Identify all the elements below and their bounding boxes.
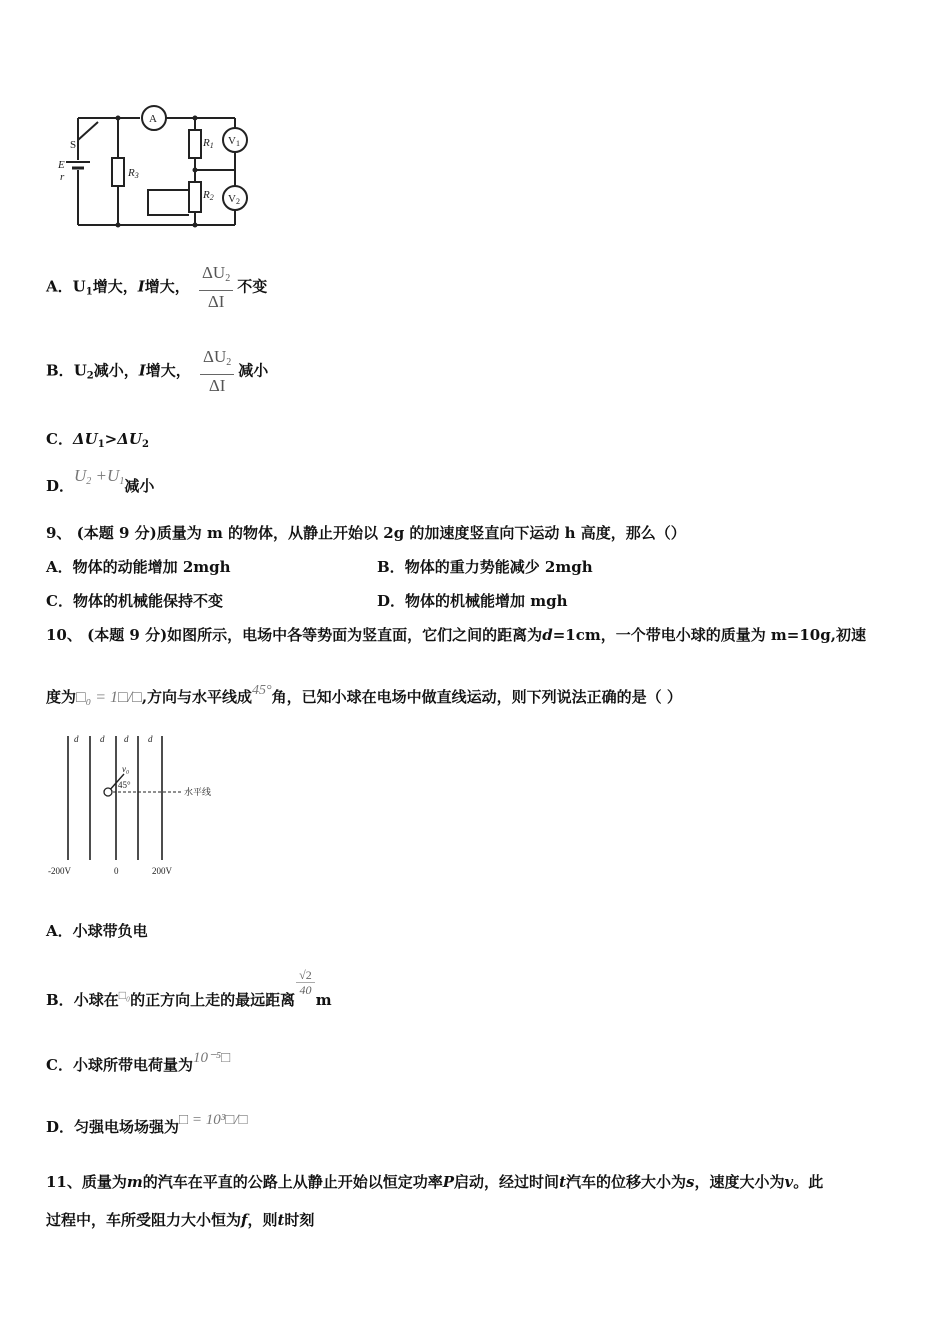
denominator: ΔI	[207, 292, 225, 311]
r3-label: R3	[128, 167, 139, 180]
field-strength-value: □ = 10³□/□	[179, 1112, 248, 1128]
q10-option-c	[46, 1046, 231, 1074]
symbol-u: U	[74, 466, 87, 485]
option-text: 物体的动能增加 2mgh	[72, 558, 231, 576]
q9-stem: 9、 (本题 9 分)质量为 m 的物体，从静止开始以 2g 的加速度竖直向下运动 h 高度，那么（）	[46, 524, 686, 542]
symbol-t: t	[559, 1173, 566, 1191]
option-label: C．	[46, 1056, 73, 1074]
subscript: 2	[141, 439, 149, 450]
text: 小球在	[73, 990, 119, 1009]
text: 减小，	[93, 361, 139, 380]
subscript: 2	[86, 476, 92, 487]
symbol-s: s	[686, 1173, 695, 1191]
horizontal-line-label: 水平线	[184, 787, 212, 797]
symbol-u: U	[107, 466, 120, 485]
text: 过程中，车所受阻力大小恒为	[46, 1211, 242, 1229]
text: ，则	[247, 1211, 278, 1229]
potential-right: 200V	[152, 866, 172, 876]
symbol-t: t	[277, 1211, 285, 1229]
option-label: C．	[46, 430, 73, 448]
option-text: 物体的机械能增加 mgh	[405, 592, 568, 610]
potential-left: -200V	[48, 866, 71, 876]
text: 汽车的位移大小为	[566, 1173, 687, 1191]
symbol-v: v	[784, 1173, 794, 1191]
text: 10、 (本题 9 分)如图所示，电场中各等势面为竖直面，它们之间的距离为	[46, 626, 543, 644]
option-label: A．	[46, 558, 73, 576]
text: 。此	[793, 1173, 824, 1191]
sqrt2-over-40	[296, 968, 315, 997]
v0-label: v₀	[122, 764, 130, 774]
text: 增大，	[145, 361, 191, 380]
text: ,方向与水平线成	[141, 688, 253, 706]
numerator: ΔU	[202, 263, 226, 282]
q10-option-d	[46, 1108, 248, 1136]
u2-plus-u1	[74, 466, 124, 485]
option-label: D．	[377, 592, 406, 610]
subscript: 1	[119, 476, 125, 487]
symbol-p: P	[442, 1173, 455, 1191]
v2-label: V2	[228, 193, 240, 206]
option-label: D．	[46, 1118, 75, 1136]
option-label: D．	[46, 477, 75, 495]
v1-label: V1	[228, 135, 240, 148]
operator: >	[104, 430, 118, 448]
symbol-i: I	[138, 361, 146, 380]
switch-label: S	[70, 139, 77, 151]
angle-value: 45°	[252, 683, 272, 698]
subscript: 1	[85, 286, 93, 298]
q8-option-b	[46, 346, 268, 397]
text: 减小	[124, 477, 155, 495]
text: 增大，	[144, 277, 190, 296]
q9-option-d	[377, 590, 568, 611]
angle-label: 45°	[118, 780, 131, 790]
q11-stem-line1	[46, 1171, 823, 1192]
q11-stem-line2	[46, 1209, 314, 1230]
q10-stem-line2	[46, 683, 682, 707]
text: =1cm，一个带电小球的质量为 m=10g,初速	[552, 626, 866, 644]
q9-option-a	[46, 556, 231, 577]
delta-u2-over-delta-i	[200, 346, 234, 397]
symbol-u: U	[73, 361, 87, 380]
r1-label: R1	[203, 137, 214, 150]
ammeter-label: A	[149, 113, 157, 125]
internal-r-label: r	[60, 171, 65, 183]
emf-label: E	[58, 159, 65, 171]
option-label: C．	[46, 592, 73, 610]
option-text: 小球带负电	[72, 922, 148, 940]
electric-field-figure	[44, 728, 234, 880]
option-text: 小球所带电荷量为	[72, 1056, 193, 1074]
unit: m	[315, 990, 332, 1009]
symbol-m: m	[126, 1173, 143, 1191]
subscript: 2	[226, 357, 232, 368]
operator: +	[91, 466, 108, 485]
q10-stem-line1	[46, 624, 866, 645]
option-label: B．	[46, 990, 74, 1009]
delta-u2: ΔU	[117, 430, 142, 448]
symbol-f: f	[241, 1211, 248, 1229]
option-text: 匀强电场场强为	[74, 1118, 180, 1136]
text: 角，已知小球在电场中做直线运动，则下列说法正确的是（ ）	[271, 688, 682, 706]
q9-option-b	[377, 556, 593, 577]
subscript: 2	[86, 370, 94, 382]
option-label: B．	[46, 361, 74, 380]
text: 启动，经过时间	[454, 1173, 560, 1191]
subscript: 2	[225, 273, 231, 284]
symbol-d: d	[542, 626, 553, 644]
denominator: ΔI	[208, 376, 226, 395]
q8-option-a	[46, 262, 267, 313]
circuit-diagram	[50, 100, 280, 235]
symbol-u: U	[72, 277, 86, 296]
q8-option-d	[46, 465, 155, 495]
option-label: A．	[46, 277, 73, 296]
numerator: √2	[296, 968, 315, 983]
option-label: B．	[377, 558, 405, 576]
charge-value: 10⁻⁵□	[192, 1050, 231, 1066]
text: 11、质量为	[46, 1173, 127, 1191]
text: 的正方向上走的最远距离	[130, 990, 296, 1009]
potential-mid: 0	[114, 866, 119, 876]
d-label-3: d	[124, 734, 129, 744]
option-text: 物体的机械能保持不变	[72, 592, 223, 610]
r2-label: R2	[203, 189, 214, 202]
text: ，速度大小为	[694, 1173, 785, 1191]
v0-symbol: □₀	[118, 987, 131, 1002]
q8-option-c	[46, 428, 149, 450]
q10-option-b	[46, 960, 332, 1009]
text: 时刻	[284, 1211, 315, 1229]
text: 的汽车在平直的公路上从静止开始以恒定功率	[142, 1173, 443, 1191]
symbol-i: I	[137, 277, 145, 296]
subscript: 1	[97, 439, 105, 450]
denominator: 40	[299, 983, 312, 997]
d-label-2: d	[100, 734, 105, 744]
delta-u1: ΔU	[72, 430, 98, 448]
text: 增大，	[92, 277, 138, 296]
delta-u2-over-delta-i	[199, 262, 233, 313]
d-label-4: d	[148, 734, 153, 744]
numerator: ΔU	[203, 347, 227, 366]
text: 不变	[237, 277, 268, 296]
text: 减小	[238, 361, 269, 380]
v0-formula: □₀ = 1□/□	[76, 689, 142, 706]
q9-option-c	[46, 590, 223, 611]
text: 度为	[46, 688, 77, 706]
d-label-1: d	[74, 734, 79, 744]
option-text: 物体的重力势能减少 2mgh	[404, 558, 593, 576]
option-label: A．	[46, 922, 73, 940]
q10-option-a	[46, 920, 148, 941]
